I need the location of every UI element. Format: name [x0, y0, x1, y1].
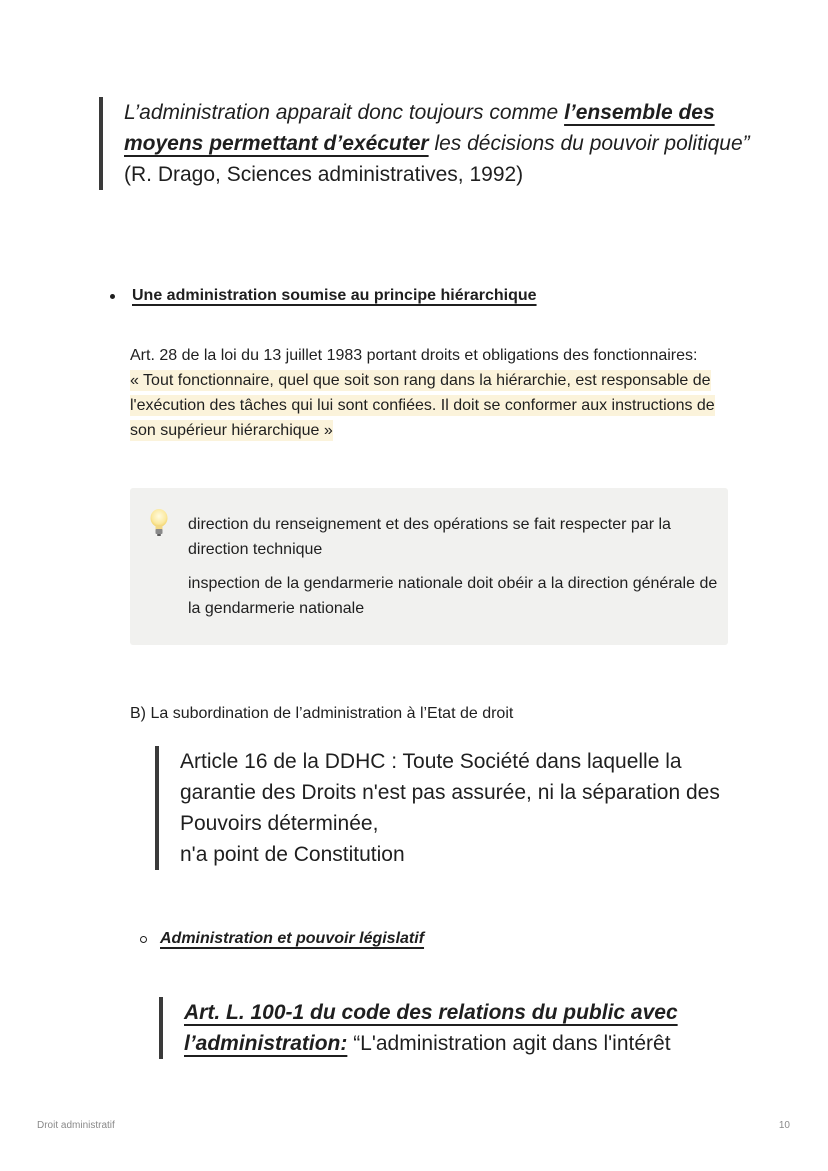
crpa-quote-block — [159, 997, 734, 1059]
sub-bullet-legislatif — [140, 927, 424, 951]
article-28-intro: Art. 28 de la loi du 13 juillet 1983 portant droits et obligations des fonctionnaires: — [130, 347, 698, 364]
quote-text-intro: L’administration apparait donc toujours comme — [124, 101, 565, 124]
article-28-paragraph — [130, 343, 720, 443]
quote-text-end: les décisions du pouvoir politique” — [428, 132, 750, 155]
ddhc-quote-line2: n'a point de Constitution — [180, 843, 405, 866]
footer-document-title: Droit administratif — [37, 1120, 115, 1131]
quote-citation: (R. Drago, Sciences administratives, 1992) — [124, 163, 524, 186]
lightbulb-icon — [149, 508, 169, 538]
ddhc-quote-block — [155, 746, 740, 870]
quote-text-emphasis: l’ensemble des moyens permettant d’exécuter — [124, 101, 715, 155]
bullet-heading-hierarchy — [110, 284, 537, 308]
callout-paragraph: direction du renseignement et des opérations se fait respecter par la direction technique — [188, 516, 671, 558]
article-28-highlighted-quote: « Tout fonctionnaire, quel que soit son rang dans la hiérarchie, est responsable de l'exécution des tâches qui lui sont confiées. Il doit se conformer aux instructions de son supérieur hiérarchique » — [130, 372, 715, 439]
crpa-article-ref: Art. L. 100-1 du code des relations du public avec l’administration: — [184, 1001, 678, 1055]
bullet-disc-icon — [110, 294, 115, 299]
section-b-title: B) La subordination de l’administration à l’Etat de droit — [130, 705, 514, 722]
bullet-circle-icon — [140, 936, 147, 943]
crpa-quote-text: “L'administration agit dans l'intérêt — [347, 1032, 671, 1055]
callout-paragraph: inspection de la gendarmerie nationale doit obéir a la direction générale de la gendarmerie nationale — [188, 575, 718, 617]
callout-box — [130, 488, 728, 645]
drago-quote-block — [99, 97, 764, 190]
ddhc-quote-text: Article 16 de la DDHC : Toute Société dans laquelle la garantie des Droits n'est pas assurée, ni la séparation des Pouvoirs déterminée, — [180, 750, 720, 835]
sub-bullet-label: Administration et pouvoir législatif — [160, 930, 425, 947]
bullet-heading-label: Une administration soumise au principe hiérarchique — [132, 287, 537, 304]
footer-page-number: 10 — [778, 1120, 790, 1131]
